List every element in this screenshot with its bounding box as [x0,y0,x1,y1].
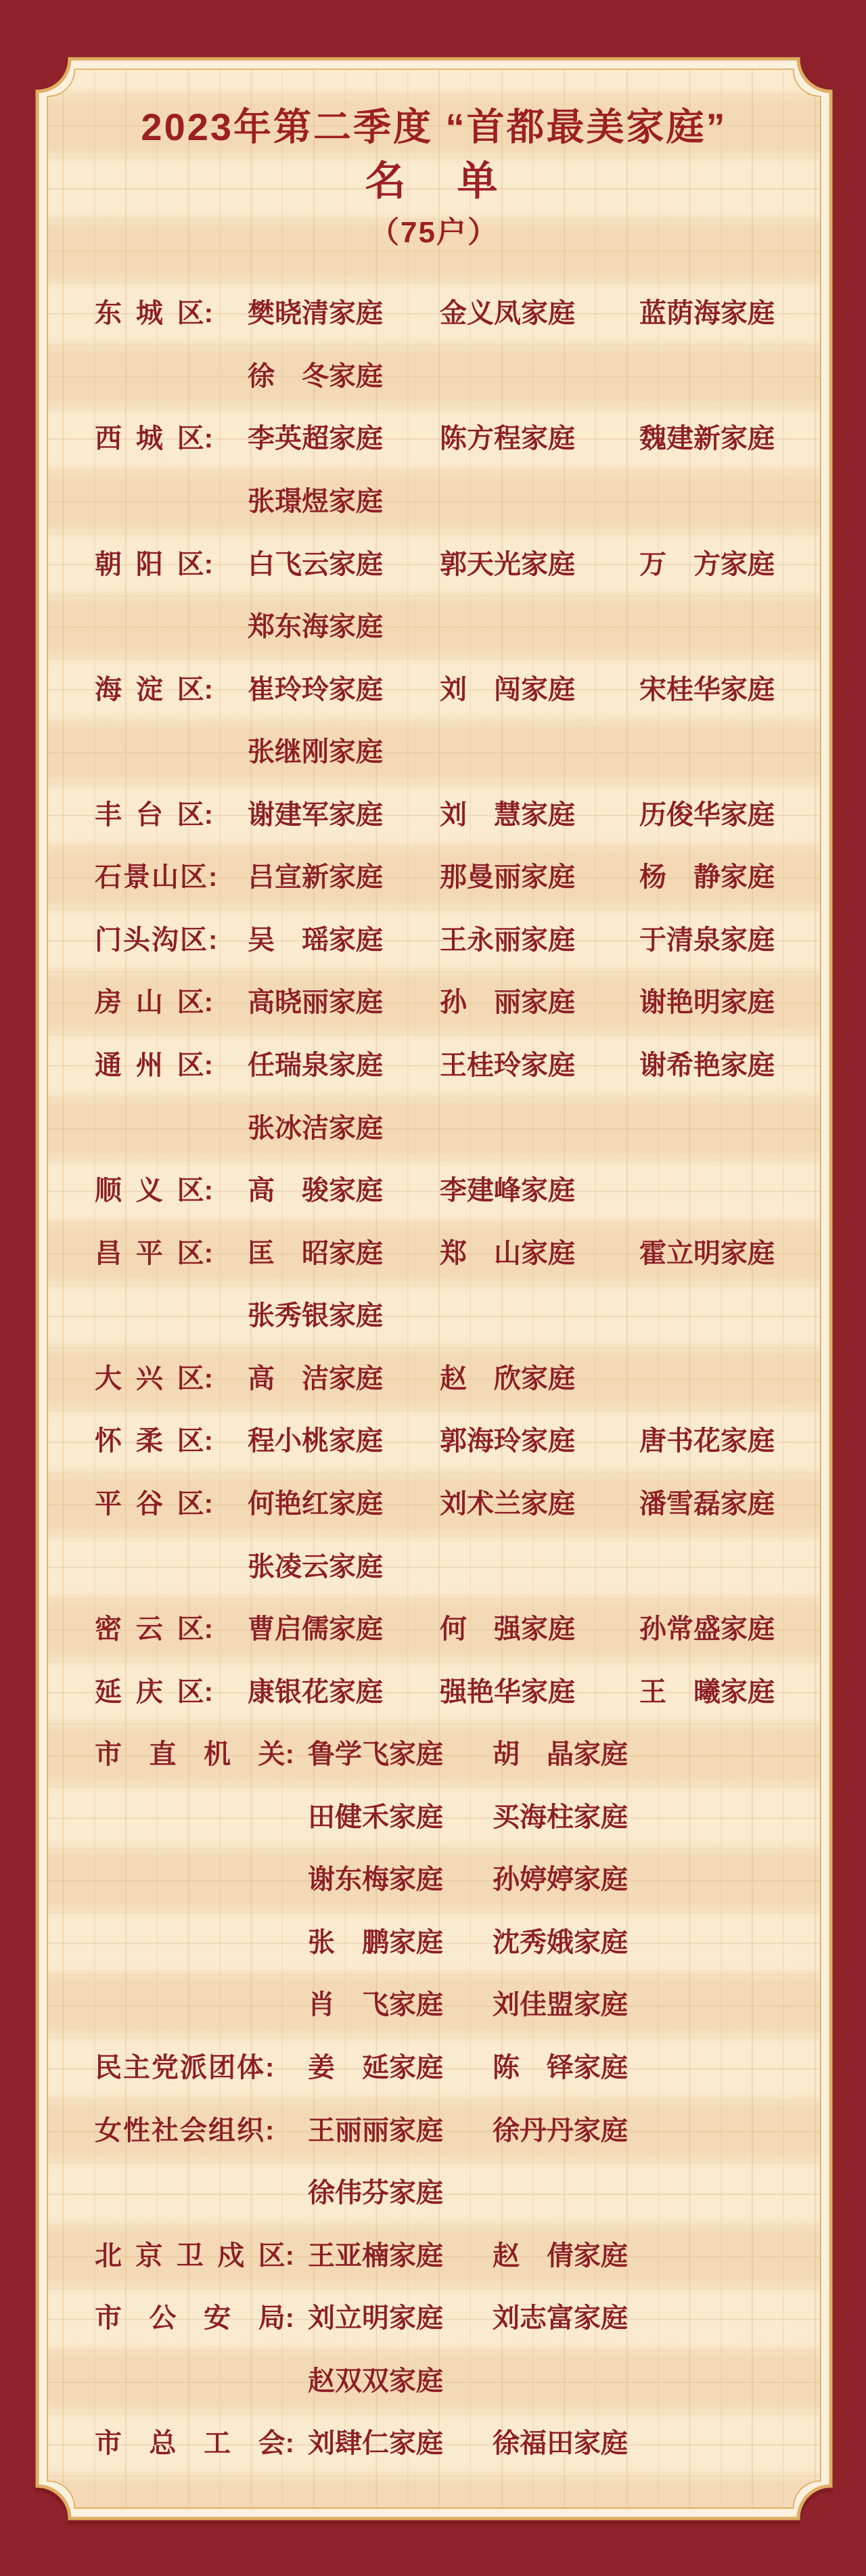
family-name: 王 曦家庭 [639,1676,775,1707]
family-name: 潘雪磊家庭 [639,1488,775,1519]
family-name: 郭天光家庭 [440,549,575,579]
family-name: 金义凤家庭 [440,298,575,329]
section-label [95,300,213,327]
section-label-char: 北 [95,2240,122,2271]
section-label-char: 市 [95,2428,122,2459]
family-name: 胡 晶家庭 [493,1739,628,1770]
section-label-char: 庆 [135,1676,163,1707]
section-label [95,1177,213,1204]
family-name: 万 方家庭 [639,549,775,579]
section-label-char: 通 [95,1050,122,1081]
list-row [0,2287,866,2350]
section-label-char: 区: [177,1676,213,1707]
family-name: 高 骏家庭 [248,1176,383,1206]
family-name: 赵双双家庭 [308,2366,443,2396]
family-list [0,282,866,2475]
list-row [0,1473,866,1536]
family-name: 吕宣新家庭 [248,862,383,893]
family-name: 张继刚家庭 [248,737,383,768]
section-label [95,1365,213,1392]
section-label-char: 朝 [95,549,122,579]
family-name: 崔玲玲家庭 [248,674,383,705]
family-name: 樊晓清家庭 [248,298,383,329]
list-row [0,1660,866,1723]
list-row [0,909,866,972]
list-row [0,1786,866,1849]
family-name: 曹启儒家庭 [248,1614,383,1645]
family-name: 陈方程家庭 [440,424,575,454]
list-row [0,721,866,784]
section-label-char: 区: [177,1050,213,1081]
section-label-char: 云 [135,1614,163,1645]
list-row [0,1911,866,1974]
family-name: 刘 闯家庭 [440,674,575,705]
section-label-char: 直 [149,1739,177,1770]
family-name: 那曼丽家庭 [440,862,575,893]
section-label-char: 京 [135,2240,163,2271]
list-row [0,2099,866,2162]
section-label-char: 女性社会组织: [95,2115,276,2146]
family-name: 张凌云家庭 [248,1551,383,1582]
section-label-char: 州 [135,1050,163,1081]
family-name: 王桂玲家庭 [440,1050,575,1081]
list-row [0,1535,866,1598]
list-row [0,1723,866,1786]
section-label-char: 淀 [135,674,163,705]
family-name: 李英超家庭 [248,424,383,454]
page-title: 2023年第二季度 “首都最美家庭” [141,106,727,148]
family-name: 孙婷婷家庭 [493,1865,628,1895]
section-label-char: 戍 [217,2240,245,2271]
section-label-char: 总 [149,2428,177,2459]
section-label-char: 门头沟区: [95,925,219,955]
section-label [95,1676,213,1707]
family-name: 郑 山家庭 [440,1238,575,1268]
family-name: 王丽丽家庭 [308,2115,443,2146]
section-label-char: 平 [135,1238,163,1268]
list-row [0,596,866,659]
family-name: 匡 昭家庭 [248,1238,383,1268]
family-name: 何 强家庭 [440,1614,575,1645]
family-name: 姜 延家庭 [308,2053,443,2083]
section-label-char: 密 [95,1614,122,1645]
list-row [0,1222,866,1285]
family-name: 孙常盛家庭 [639,1614,775,1645]
section-label [95,1741,294,1768]
section-label-char: 公 [149,2303,177,2334]
family-name: 王永丽家庭 [440,925,575,955]
section-label-char: 石景山区: [95,862,219,893]
section-label-char: 区: [177,1488,213,1519]
family-name: 刘肆仁家庭 [308,2428,443,2459]
family-name: 田健禾家庭 [308,1802,443,1832]
section-label-char: 区: [258,2240,294,2271]
family-name: 历俊华家庭 [639,799,775,830]
family-name: 谢艳明家庭 [639,987,775,1018]
section-label-char: 阳 [135,549,163,579]
section-label-char: 区: [177,1238,213,1268]
section-label-char: 谷 [135,1488,163,1519]
family-name: 徐 冬家庭 [248,361,383,391]
family-name: 高 洁家庭 [248,1363,383,1394]
section-label-char: 市 [95,2303,122,2334]
section-label-char: 顺 [95,1176,122,1206]
section-label-char: 卫 [176,2240,204,2271]
family-name: 王亚楠家庭 [308,2240,443,2271]
section-label-char: 工 [204,2428,231,2459]
list-row [0,345,866,408]
list-row [0,1348,866,1411]
section-label-char: 山 [135,987,163,1018]
list-row [0,1096,866,1159]
family-name: 陈 铎家庭 [493,2053,628,2083]
list-row [0,1159,866,1222]
family-name: 肖 飞家庭 [308,1990,443,2020]
family-name: 魏建新家庭 [639,424,775,454]
section-label-char: 平 [95,1488,122,1519]
family-name: 徐福田家庭 [493,2428,628,2459]
family-name: 孙 丽家庭 [440,987,575,1018]
list-row [0,2037,866,2100]
section-label [95,425,213,452]
section-label [95,801,213,828]
list-row [0,1410,866,1473]
section-label-char: 昌 [95,1238,122,1268]
section-label [95,1490,213,1517]
section-label [95,1426,213,1457]
family-name: 买海柱家庭 [493,1802,628,1832]
family-name: 强艳华家庭 [440,1676,575,1707]
section-label-char: 城 [135,298,163,329]
section-label [95,2242,294,2269]
family-name: 郭海玲家庭 [440,1426,575,1457]
family-name: 霍立明家庭 [639,1238,775,1268]
section-label [95,2430,294,2457]
section-label-char: 台 [135,799,163,830]
family-name: 康银花家庭 [248,1676,383,1707]
list-row [0,1598,866,1661]
section-label-char: 柔 [135,1426,163,1457]
section-label-char: 区: [177,298,213,329]
family-name: 刘 慧家庭 [440,799,575,830]
family-name: 高晓丽家庭 [248,987,383,1018]
section-label-char: 区: [177,674,213,705]
family-name: 鲁学飞家庭 [308,1739,443,1770]
family-name: 刘志富家庭 [493,2303,628,2334]
family-name: 唐书花家庭 [639,1426,775,1457]
family-name: 赵 倩家庭 [493,2240,628,2271]
section-label [95,925,219,955]
list-row [0,1974,866,2037]
section-label-char: 怀 [95,1426,122,1457]
section-label-char: 安 [204,2303,231,2334]
section-label-char: 房 [95,987,122,1018]
family-name: 吴 瑶家庭 [248,925,383,955]
family-name: 徐伟芬家庭 [308,2178,443,2208]
section-label-char: 民主党派团体: [95,2053,276,2083]
section-label-char: 区: [177,987,213,1018]
family-name: 赵 欣家庭 [440,1363,575,1394]
section-label-char: 西 [95,424,122,454]
family-name: 郑东海家庭 [248,612,383,642]
family-name: 张冰洁家庭 [248,1113,383,1143]
section-label-char: 丰 [95,799,122,830]
section-label [95,551,213,578]
section-label-char: 区: [177,424,213,454]
section-label-char: 东 [95,298,122,329]
family-name: 徐丹丹家庭 [493,2115,628,2146]
list-row [0,1034,866,1097]
family-name: 蓝荫海家庭 [639,298,775,329]
section-label [95,2054,294,2081]
family-name: 刘术兰家庭 [440,1488,575,1519]
list-row [0,971,866,1034]
family-name: 刘立明家庭 [308,2303,443,2334]
family-name: 白飞云家庭 [248,549,383,579]
family-name: 宋桂华家庭 [639,674,775,705]
title-block [48,0,820,248]
list-row [0,846,866,909]
list-row [0,282,866,345]
section-label-char: 区: [177,1363,213,1394]
section-label-char: 区: [177,1176,213,1206]
family-name: 于清泉家庭 [639,925,775,955]
family-name: 何艳红家庭 [248,1488,383,1519]
section-label [95,1052,213,1079]
section-label-char: 区: [177,799,213,830]
family-name: 杨 静家庭 [639,862,775,893]
family-name: 谢东梅家庭 [308,1865,443,1895]
page-subtitle: 名 单 [365,158,503,204]
list-row [0,533,866,596]
list-row [0,1848,866,1911]
list-row [0,2412,866,2475]
section-label [95,862,219,893]
section-label-char: 延 [95,1676,122,1707]
section-label-char: 区: [177,1614,213,1645]
list-row [0,2162,866,2225]
section-label [95,989,213,1016]
section-label-char: 区: [177,549,213,579]
family-name: 张璟煜家庭 [248,486,383,516]
list-row [0,407,866,470]
family-name: 张 鹏家庭 [308,1927,443,1957]
section-label-char: 兴 [135,1363,163,1394]
list-row [0,470,866,533]
section-label [95,1616,213,1643]
list-row [0,2224,866,2287]
family-name: 谢希艳家庭 [639,1050,775,1081]
section-label-char: 关: [258,1739,294,1770]
section-label-char: 机 [204,1739,231,1770]
section-label [95,2117,294,2144]
section-label-char: 市 [95,1739,122,1770]
section-label [95,2305,294,2332]
family-name: 任瑞泉家庭 [248,1050,383,1081]
list-row [0,784,866,847]
list-row [0,1285,866,1348]
section-label [95,676,213,703]
section-label-char: 局: [258,2303,294,2334]
section-label-char: 会: [258,2428,294,2459]
section-label-char: 城 [135,424,163,454]
list-row [0,2350,866,2413]
family-name: 张秀银家庭 [248,1301,383,1331]
section-label-char: 区: [177,1426,213,1457]
section-label-char: 义 [135,1176,163,1206]
section-label-char: 海 [95,674,122,705]
section-label-char: 大 [95,1363,122,1394]
family-name: 李建峰家庭 [440,1176,575,1206]
family-name: 程小桃家庭 [248,1426,383,1457]
family-name: 刘佳盟家庭 [493,1990,628,2020]
section-label [95,1240,213,1267]
household-count: （75户） [369,216,499,249]
family-name: 谢建军家庭 [248,799,383,830]
family-name: 沈秀娥家庭 [493,1927,628,1957]
list-row [0,658,866,721]
